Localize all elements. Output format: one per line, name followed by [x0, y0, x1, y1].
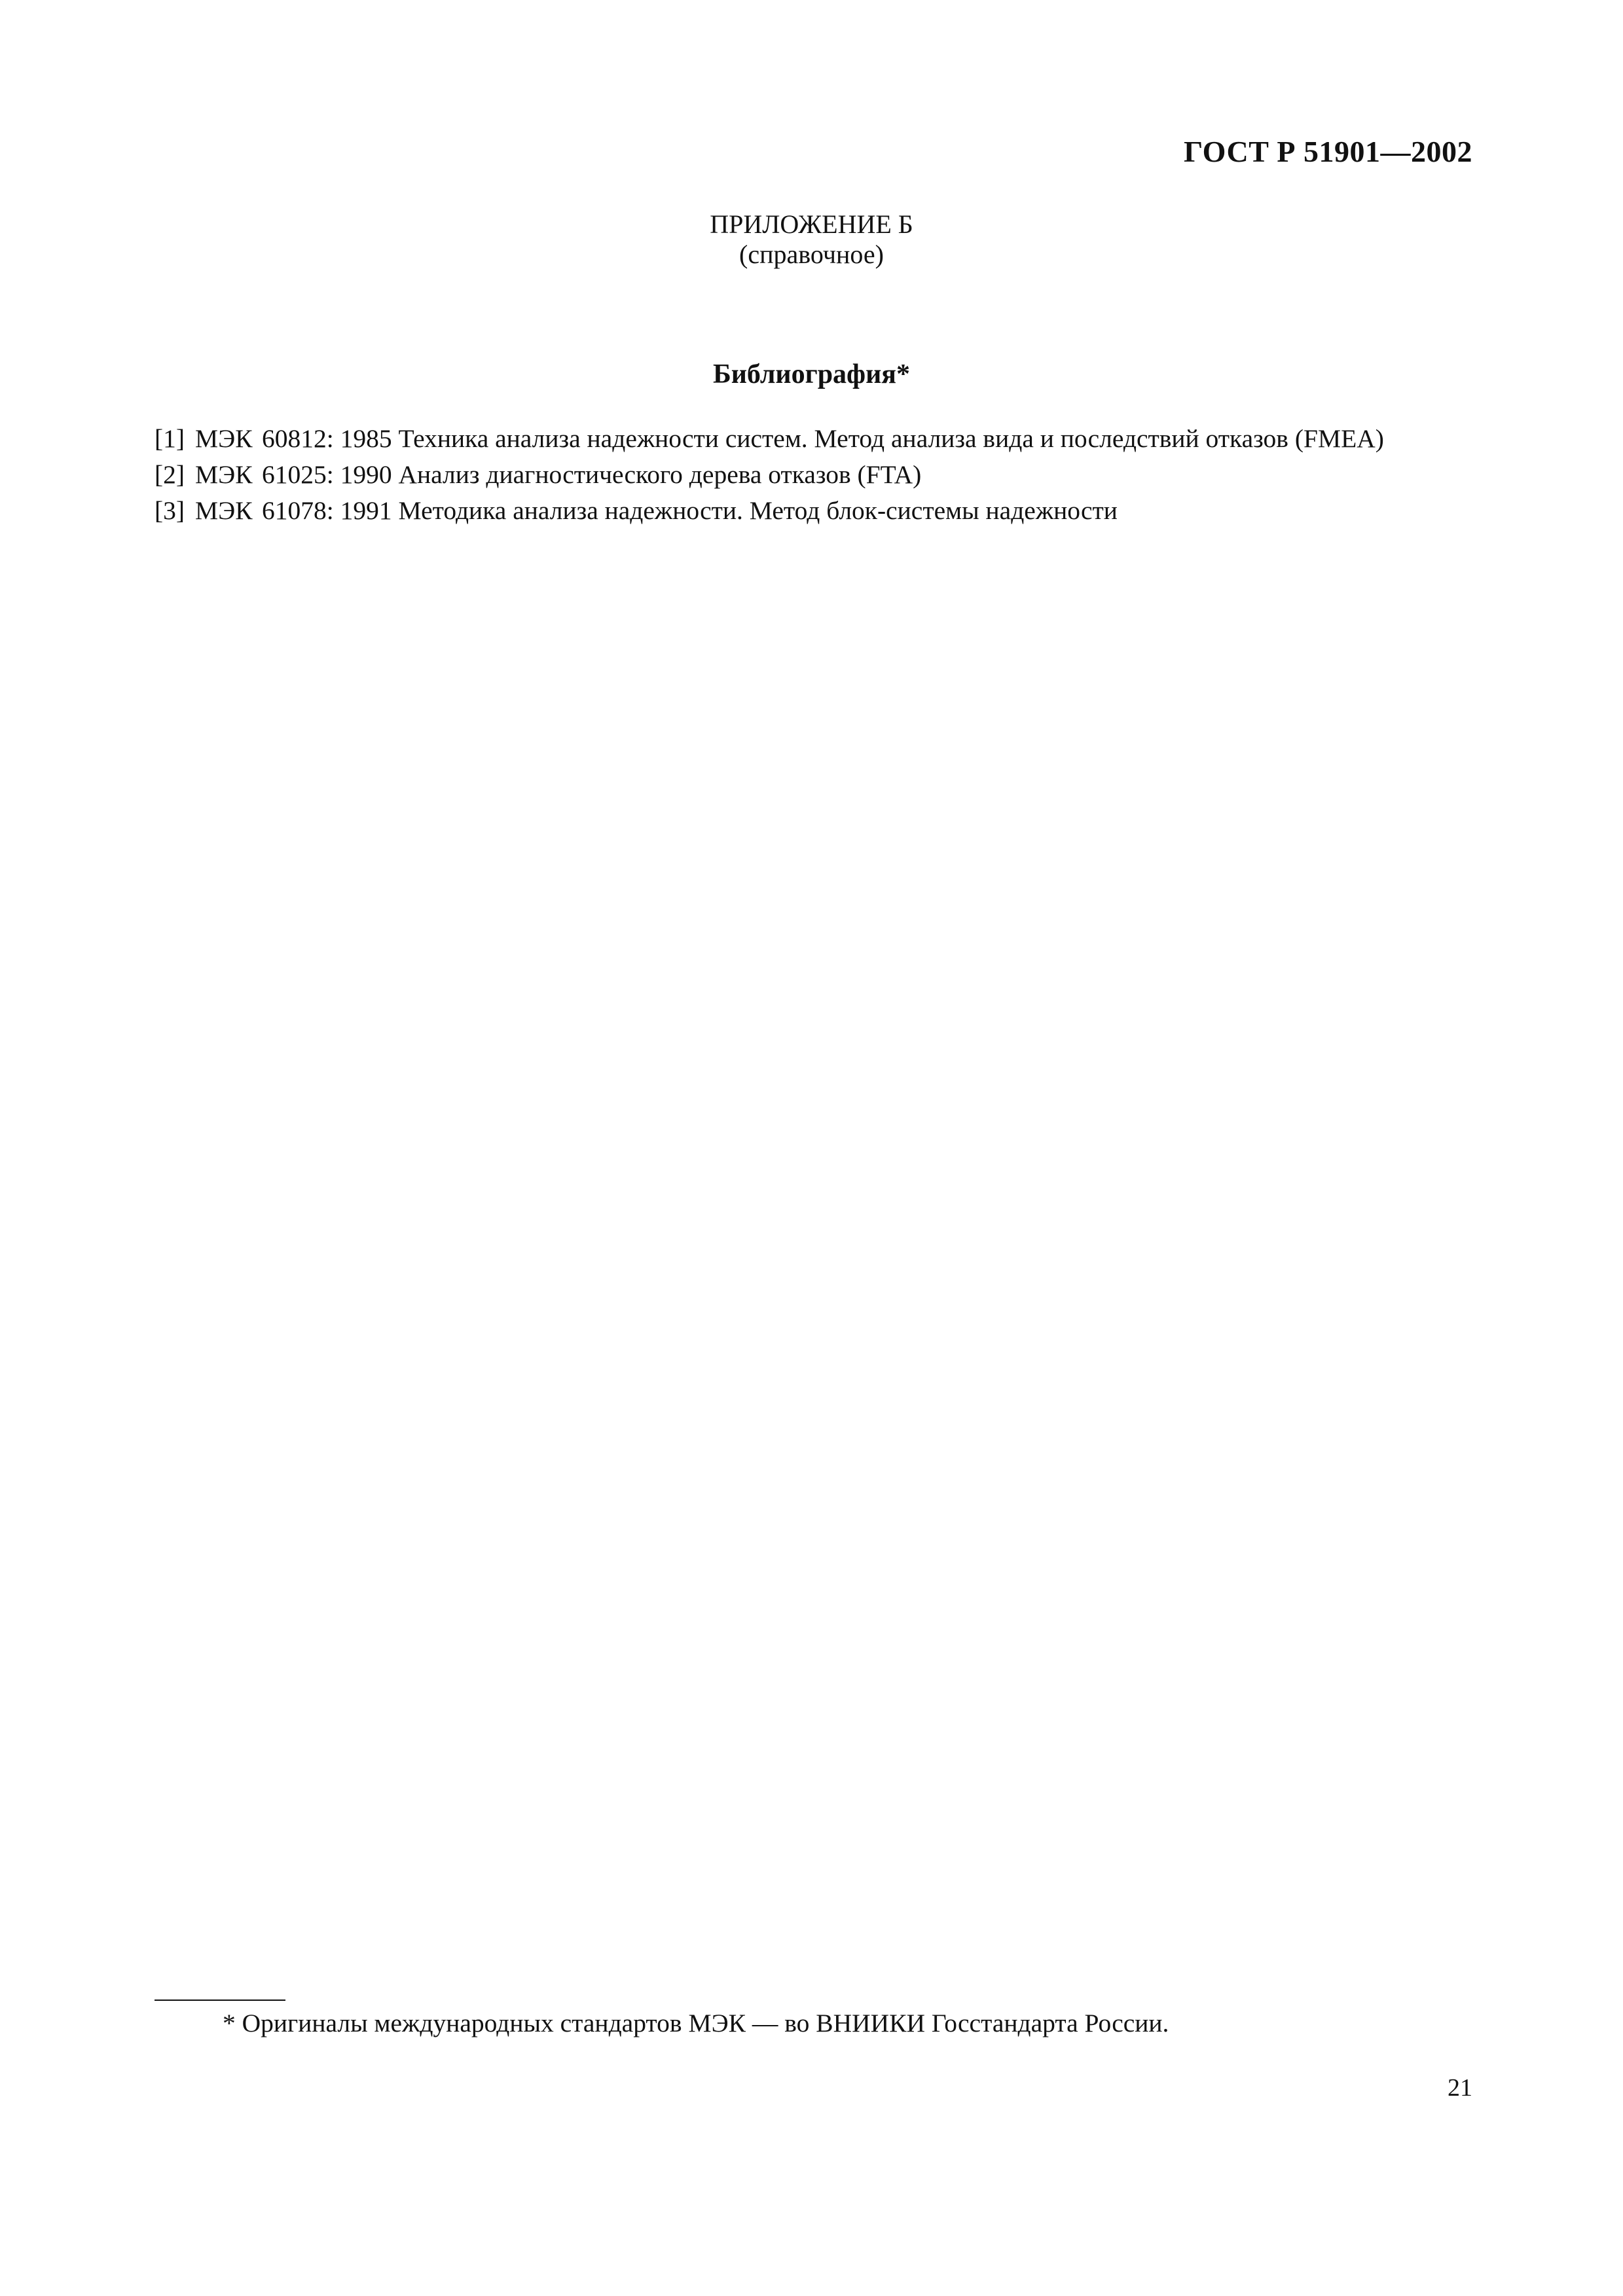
bibliography-title: Библиография*	[712, 359, 911, 389]
bibliography-item-number: [2]	[155, 460, 185, 489]
bibliography-item	[155, 493, 1384, 529]
appendix-title: ПРИЛОЖЕНИЕ Б	[710, 209, 913, 239]
bibliography-item-text: 60812: 1985 Техника анализа надежности систем. Метод анализа вида и последствий отказов (FMEA)	[262, 424, 1384, 453]
bibliography-list	[155, 421, 1384, 529]
bibliography-item-text: 61025: 1990 Анализ диагностического дерева отказов (FTA)	[262, 460, 922, 489]
bibliography-item-number: [3]	[155, 496, 185, 525]
appendix-subtitle: (справочное)	[739, 240, 884, 269]
bibliography-item-org: МЭК	[195, 460, 253, 489]
bibliography-item	[155, 457, 1384, 493]
document-code: ГОСТ Р 51901—2002	[1184, 135, 1472, 168]
appendix-heading	[0, 209, 1623, 270]
bibliography-item-org: МЭК	[195, 424, 253, 453]
bibliography-item-org: МЭК	[195, 496, 253, 525]
footnote: * Оригиналы международных стандартов МЭК — во ВНИИКИ Госстандарта России.	[223, 2009, 1169, 2037]
bibliography-item-text: 61078: 1991 Методика анализа надежности. Метод блок-системы надежности	[262, 496, 1118, 525]
bibliography-item	[155, 421, 1384, 457]
footnote-divider	[155, 2000, 285, 2001]
bibliography-item-number: [1]	[155, 424, 185, 453]
page-number: 21	[1448, 2074, 1472, 2102]
